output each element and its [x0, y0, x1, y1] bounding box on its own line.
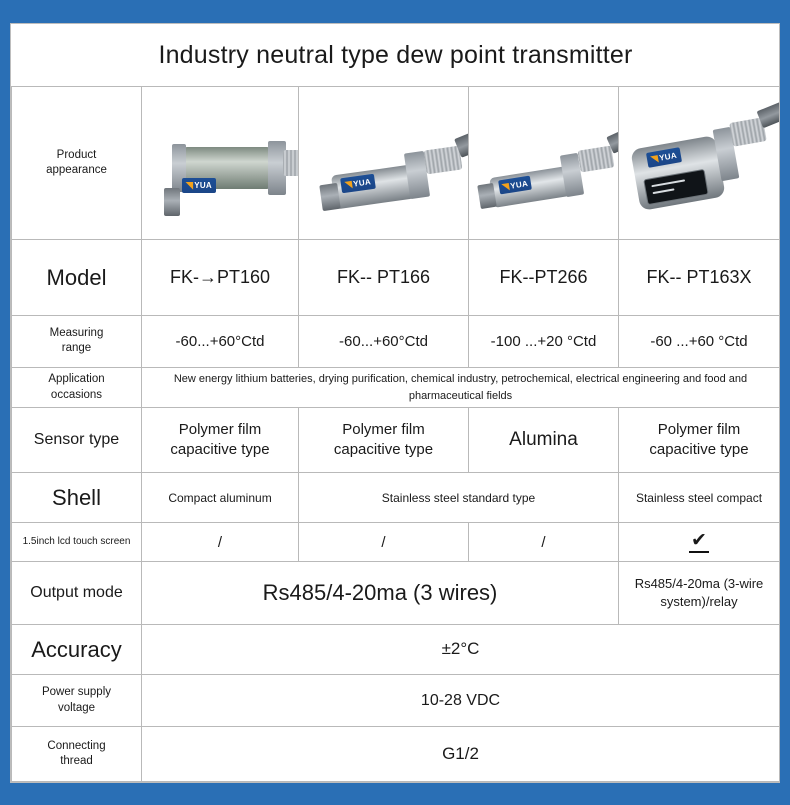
check-icon: ✔	[691, 530, 707, 552]
row-label-appearance-text: Product appearance	[46, 148, 107, 177]
accuracy-value: ±2°C	[142, 624, 780, 674]
product-image-cell-2	[299, 87, 469, 240]
row-label-sensor: Sensor type	[12, 407, 142, 472]
row-label-power: Power supply voltage	[12, 675, 142, 727]
row-label-shell: Shell	[12, 472, 142, 522]
application-value: New energy lithium batteries, drying purification, chemical industry, petrochemical, electrical engineering and food and pharmaceutical fields	[142, 368, 780, 408]
shell-value-2: Stainless steel standard type	[299, 472, 619, 522]
product-image-cell-1	[142, 87, 299, 240]
sensor-value-4: Polymer film capacitive type	[619, 407, 780, 472]
thread-value: G1/2	[142, 727, 780, 782]
table-row-appearance	[12, 87, 780, 240]
model-value-4: FK-- PT163X	[619, 240, 780, 315]
table-row-application	[12, 368, 780, 408]
table-row-accuracy	[12, 624, 780, 674]
product-image-2: ◥ YUA	[299, 92, 468, 234]
model-value-1: FK-→PT160	[142, 240, 299, 315]
row-label-output: Output mode	[12, 561, 142, 624]
table-row-output	[12, 561, 780, 624]
lcd-value-1: /	[142, 523, 299, 562]
table-row-shell	[12, 472, 780, 522]
lcd-value-2: /	[299, 523, 469, 562]
product-image-cell-4	[619, 87, 780, 240]
lcd-value-3: /	[469, 523, 619, 562]
spec-sheet	[10, 23, 780, 783]
shell-value-4: Stainless steel compact	[619, 472, 780, 522]
product-image-4: ◥ YUA	[619, 92, 779, 234]
page-title: Industry neutral type dew point transmitter	[12, 24, 780, 87]
row-label-range: Measuring range	[12, 315, 142, 367]
sensor-value-2: Polymer film capacitive type	[299, 407, 469, 472]
product-image-1: ◥ YUA	[142, 92, 298, 234]
row-label-model: Model	[12, 240, 142, 315]
table-row-range	[12, 315, 780, 367]
table-row-thread	[12, 727, 780, 782]
table-row-title	[12, 24, 780, 87]
model-value-3: FK--PT266	[469, 240, 619, 315]
row-label-thread: Connecting thread	[12, 727, 142, 782]
shell-value-1: Compact aluminum	[142, 472, 299, 522]
range-value-1: -60...+60°Ctd	[142, 315, 299, 367]
row-label-accuracy: Accuracy	[12, 624, 142, 674]
output-value-main: Rs485/4-20ma (3 wires)	[142, 561, 619, 624]
model-value-2: FK-- PT166	[299, 240, 469, 315]
row-label-lcd: 1.5inch lcd touch screen	[12, 523, 142, 562]
table-row-power	[12, 675, 780, 727]
sensor-value-3: Alumina	[469, 407, 619, 472]
row-label-appearance	[12, 87, 142, 240]
lcd-value-4	[619, 523, 780, 562]
range-value-2: -60...+60°Ctd	[299, 315, 469, 367]
row-label-application: Application occasions	[12, 368, 142, 408]
product-image-cell-3	[469, 87, 619, 240]
range-value-4: -60 ...+60 °Ctd	[619, 315, 780, 367]
power-value: 10-28 VDC	[142, 675, 780, 727]
table-row-lcd	[12, 523, 780, 562]
specification-table	[11, 24, 780, 782]
table-row-sensor	[12, 407, 780, 472]
product-image-3: ◥ YUA	[469, 92, 618, 234]
table-row-model	[12, 240, 780, 315]
range-value-3: -100 ...+20 °Ctd	[469, 315, 619, 367]
sensor-value-1: Polymer film capacitive type	[142, 407, 299, 472]
output-value-last: Rs485/4-20ma (3-wire system)/relay	[619, 561, 780, 624]
